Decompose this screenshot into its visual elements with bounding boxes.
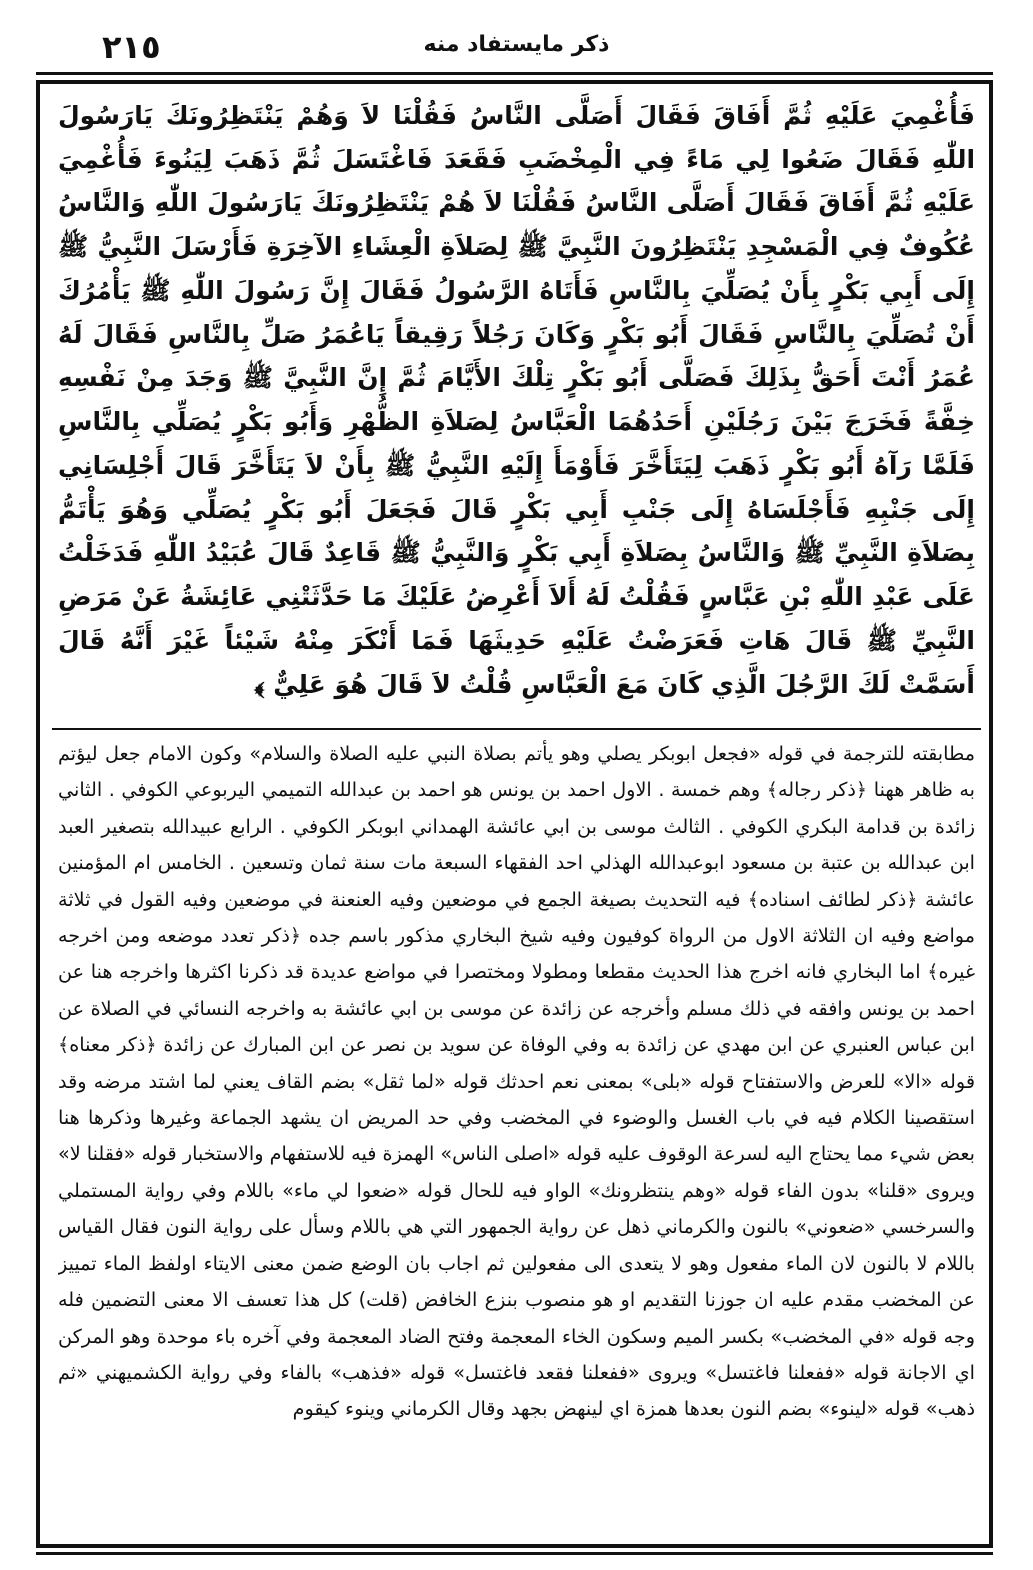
running-title: ذكر مايستفاد منه bbox=[423, 32, 610, 57]
page-number: ٢١٥ bbox=[102, 28, 161, 66]
hadith-text: فَأُغْمِيَ عَلَيْهِ ثُمَّ أَفَاقَ فَقَالَ أَصَلَّى النَّاسُ فَقُلْنَا لاَ وَهُمْ يَنْتَظِرُونَكَ يَارَسُولَ اللّٰهِ فَقَالَ ضَعُوا لِي مَاءً فِي الْمِخْضَبِ فَقَعَدَ فَاغْتَسَلَ ثُمَّ ذَهَبَ لِيَنُوءَ فَأُغْمِيَ عَلَيْهِ ثُمَّ أَفَاقَ فَقَالَ أَصَلَّى النَّاسُ فَقُلْنَا لاَ هُمْ يَنْتَظِرُونَكَ يَارَسُولَ اللّٰهِ وَالنَّاسُ عُكُوفٌ فِي الْمَسْجِدِ يَنْتَظِرُونَ النَّبِيَّ ﷺ لِصَلاَةِ الْعِشَاءِ الآخِرَةِ فَأَرْسَلَ النَّبِيُّ ﷺ إِلَى أَبِي بَكْرٍ بِأَنْ يُصَلِّيَ بِالنَّاسِ فَأَتَاهُ الرَّسُولُ فَقَالَ إِنَّ رَسُولَ اللّٰهِ ﷺ يَأْمُرُكَ أَنْ تُصَلِّيَ بِالنَّاسِ فَقَالَ أَبُو بَكْرٍ وَكَانَ رَجُلاً رَقِيقاً يَاعُمَرُ صَلِّ بِالنَّاسِ فَقَالَ لَهُ عُمَرُ أَنْتَ أَحَقُّ بِذَلِكَ فَصَلَّى أَبُو بَكْرٍ تِلْكَ الأَيَّامَ ثُمَّ إِنَّ النَّبِيَّ ﷺ وَجَدَ مِنْ نَفْسِهِ خِفَّةً فَخَرَجَ بَيْنَ رَجُلَيْنِ أَحَدُهُمَا الْعَبَّاسُ لِصَلاَةِ الظُّهْرِ وَأَبُو بَكْرٍ يُصَلِّي بِالنَّاسِ فَلَمَّا رَآهُ أَبُو بَكْرٍ ذَهَبَ لِيَتَأَخَّرَ فَأَوْمَأَ إِلَيْهِ النَّبِيُّ ﷺ بِأَنْ لاَ يَتَأَخَّرَ قَالَ أَجْلِسَانِي إِلَى جَنْبِهِ فَأَجْلَسَاهُ إِلَى جَنْبِ أَبِي بَكْرٍ قَالَ فَجَعَلَ أَبُو بَكْرٍ يُصَلِّي وَهُوَ يَأْتَمُّ بِصَلاَةِ النَّبِيِّ ﷺ وَالنَّاسُ بِصَلاَةِ أَبِي بَكْرٍ وَالنَّبِيُّ ﷺ قَاعِدٌ قَالَ عُبَيْدُ اللّٰهِ فَدَخَلْتُ عَلَى عَبْدِ اللّٰهِ بْنِ عَبَّاسٍ فَقُلْتُ لَهُ أَلاَ أَعْرِضُ عَلَيْكَ مَا حَدَّثَتْنِي عَائِشَةُ عَنْ مَرَضِ النَّبِيِّ ﷺ قَالَ هَاتِ فَعَرَضْتُ عَلَيْهِ حَدِيثَهَا فَمَا أَنْكَرَ مِنْهُ شَيْئاً غَيْرَ أَنَّهُ قَالَ أَسَمَّتْ لَكَ الرَّجُلَ الَّذِي كَانَ مَعَ الْعَبَّاسِ قُلْتُ لاَ قَالَ هُوَ عَلِيٌّ ﴾ bbox=[58, 101, 975, 699]
section-divider bbox=[52, 728, 981, 730]
bottom-rule bbox=[36, 1552, 993, 1555]
commentary bbox=[58, 736, 975, 1536]
page-header bbox=[40, 22, 993, 72]
top-rule bbox=[36, 72, 993, 75]
commentary-paragraph: مطابقته للترجمة في قوله «فجعل ابوبكر يصلي وهو يأتم بصلاة النبي عليه الصلاة والسلام» وكون الامام جعل ليؤتم به ظاهر ههنا ﴿ذكر رجاله﴾ وهم خمسة . الاول احمد بن يونس هو احمد بن عبدالله التميمي اليربوعي الكوفي . الثاني زائدة بن قدامة البكري الكوفي . الثالث موسى بن ابي عائشة الهمداني ابوبكر الكوفي . الرابع عبيدالله بتصغير العبد ابن عبدالله بن عتبة بن مسعود ابوعبدالله الهذلي احد الفقهاء السبعة مات سنة ثمان وتسعين . الخامس ام المؤمنين عائشة ﴿ذكر لطائف اسناده﴾ فيه التحديث بصيغة الجمع في موضعين وفيه العنعنة في موضعين وفيه القول في ثلاثة مواضع وفيه ان الثلاثة الاول من الرواة كوفيون وفيه شيخ البخاري مذكور باسم جده ﴿ذكر تعدد موضعه ومن اخرجه غيره﴾ اما البخاري فانه اخرج هذا الحديث مقطعا ومطولا ومختصرا في مواضع عديدة قد ذكرنا اكثرها واخرجه هنا عن احمد بن يونس وافقه في ذلك مسلم وأخرجه عن زائدة عن موسى بن ابي عائشة به واخرجه النسائي في الصلاة عن ابن عباس العنبري عن ابن مهدي عن زائدة به وفي الوفاة عن سويد بن نصر عن ابن المبارك عن زائدة ﴿ذكر معناه﴾ قوله «الا» للعرض والاستفتاح قوله «بلى» بمعنى نعم احدثك قوله «لما ثقل» بضم القاف يعني لما اشتد مرضه وقد استقصينا الكلام فيه في باب الغسل والوضوء في المخضب وفي حد المريض ان يشهد الجماعة وغيرها وذكرها هنا بعض شيء مما يحتاج اليه لسرعة الوقوف عليه قوله «اصلى الناس» الهمزة فيه للاستفهام والاستخبار قوله «فقلنا لا» ويروى «قلنا» بدون الفاء قوله «وهم ينتظرونك» الواو فيه للحال قوله «ضعوا لي ماء» باللام وفي رواية المستملي والسرخسي «ضعوني» بالنون والكرماني ذهل عن رواية الجمهور التي هي باللام وسأل على رواية النون فقال القياس باللام لا بالنون لان الماء مفعول وهو لا يتعدى الى مفعولين ثم اجاب بان الوضع ضمن معنى الايتاء اولفظ الماء تمييز عن المخضب مقدم عليه ان جوزنا التقديم او هو منصوب بنزع الخافض (قلت) كل هذا تعسف الا معنى التضمين فله وجه قوله «في المخضب» بكسر الميم وسكون الخاء المعجمة وفتح الضاد المعجمة وفي آخره باء موحدة وهو المركن اي الاجانة قوله «ففعلنا فاغتسل» ويروى «ففعلنا فقعد فاغتسل» قوله «فذهب» بالفاء وفي رواية الكشميهني «ثم ذهب» قوله «لينوء» بضم النون بعدها همزة اي لينهض بجهد وقال الكرماني وينوء كيقوم bbox=[58, 742, 975, 1421]
